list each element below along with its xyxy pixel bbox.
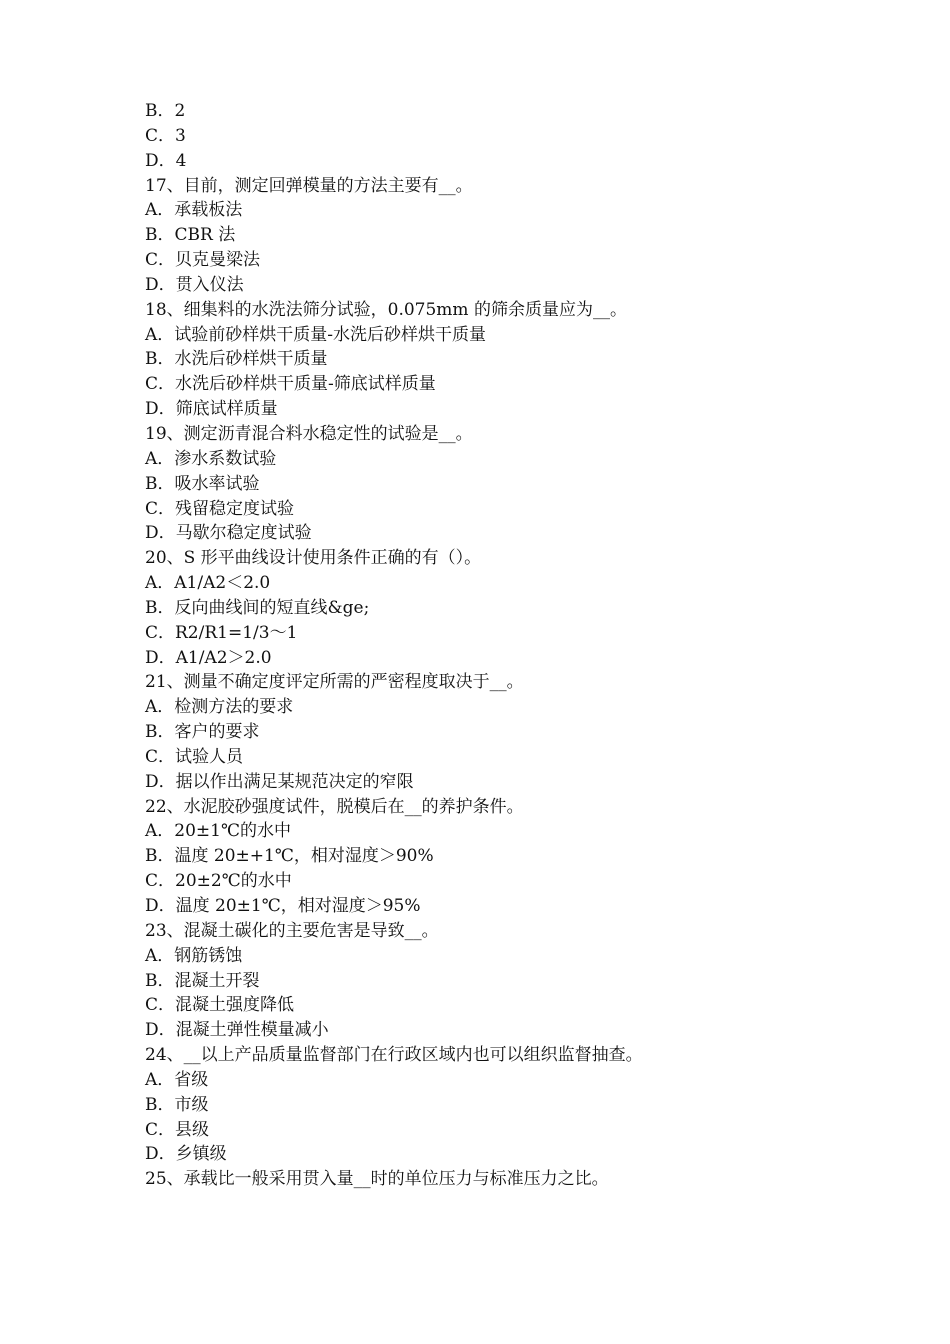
option-line: A．检测方法的要求 xyxy=(145,697,294,718)
option-line: B．水洗后砂样烘干质量 xyxy=(145,349,328,370)
option-line: B．混凝土开裂 xyxy=(145,970,260,991)
option-line: A．承载板法 xyxy=(145,200,243,221)
question-21: 21、测量不确定度评定所需的严密程度取决于__。 xyxy=(145,672,524,693)
option-line: C．残留稳定度试验 xyxy=(145,498,295,519)
option-line: B．温度 20±+1℃，相对湿度＞90% xyxy=(145,846,434,867)
option-line: C．水洗后砂样烘干质量-筛底试样质量 xyxy=(145,374,436,395)
question-20: 20、S 形平曲线设计使用条件正确的有（）。 xyxy=(145,548,482,569)
question-text-block xyxy=(145,99,865,1192)
option-line: A．钢筋锈蚀 xyxy=(145,945,243,966)
option-line: B．2 xyxy=(145,101,186,121)
option-line: B．市级 xyxy=(145,1094,209,1115)
option-line: C．县级 xyxy=(145,1119,210,1140)
option-line: A．20±1℃的水中 xyxy=(145,821,291,842)
option-line: D．据以作出满足某规范决定的窄限 xyxy=(145,771,414,792)
option-line: C．3 xyxy=(145,125,186,146)
option-line: B．客户的要求 xyxy=(145,722,260,743)
option-line: C．试验人员 xyxy=(145,746,244,767)
question-19: 19、测定沥青混合料水稳定性的试验是__。 xyxy=(145,423,473,444)
question-25: 25、承载比一般采用贯入量__时的单位压力与标准压力之比。 xyxy=(145,1169,609,1190)
option-line: C．R2/R1=1/3～1 xyxy=(145,622,298,643)
option-line: B．CBR 法 xyxy=(145,225,236,246)
option-line: A．A1/A2＜2.0 xyxy=(145,573,271,594)
option-line: D．乡镇级 xyxy=(145,1144,227,1165)
option-line: D．混凝土弹性模量减小 xyxy=(145,1020,329,1041)
option-line: B．反向曲线间的短直线&ge; xyxy=(145,597,370,618)
option-line: D．筛底试样质量 xyxy=(145,399,278,420)
option-line: C．混凝土强度降低 xyxy=(145,995,295,1016)
question-22: 22、水泥胶砂强度试件，脱模后在__的养护条件。 xyxy=(145,796,524,817)
option-line: D．4 xyxy=(145,150,187,171)
option-line: D．贯入仪法 xyxy=(145,274,244,295)
question-17: 17、目前，测定回弹模量的方法主要有__。 xyxy=(145,175,473,196)
option-line: D．马歇尔稳定度试验 xyxy=(145,523,312,544)
question-24: 24、__以上产品质量监督部门在行政区域内也可以组织监督抽查。 xyxy=(145,1045,643,1066)
question-18: 18、细集料的水洗法筛分试验，0.075mm 的筛余质量应为__。 xyxy=(145,299,627,320)
option-line: A．渗水系数试验 xyxy=(145,448,277,469)
question-23: 23、混凝土碳化的主要危害是导致__。 xyxy=(145,920,439,941)
option-line: D．温度 20±1℃，相对湿度＞95% xyxy=(145,896,421,916)
option-line: B．吸水率试验 xyxy=(145,473,260,494)
option-line: C．20±2℃的水中 xyxy=(145,871,292,892)
option-line: A．试验前砂样烘干质量-水洗后砂样烘干质量 xyxy=(145,324,487,345)
option-line: D．A1/A2＞2.0 xyxy=(145,647,272,668)
option-line: C．贝克曼梁法 xyxy=(145,250,261,271)
option-line: A．省级 xyxy=(145,1069,209,1090)
